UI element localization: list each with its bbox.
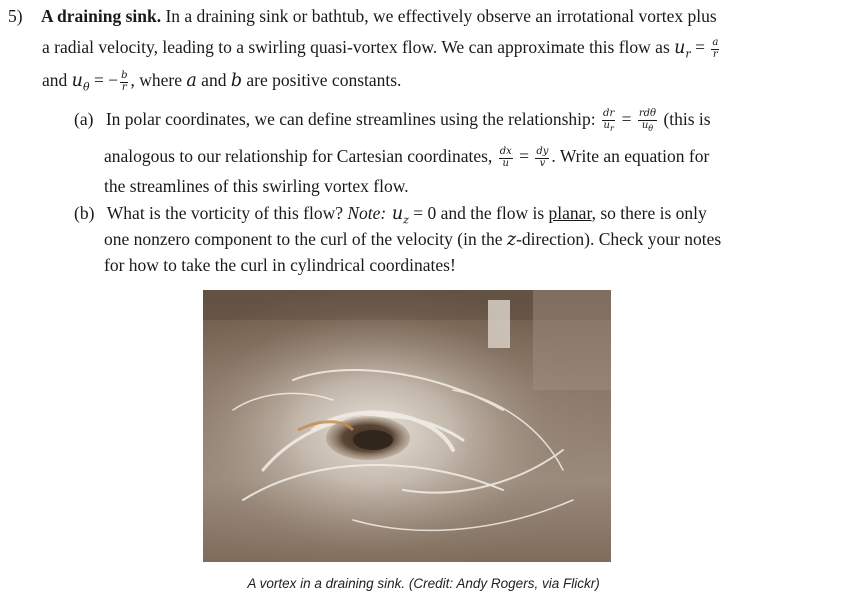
planar-underlined: planar [548,203,592,223]
part-a-line-2: analogous to our relationship for Cartesian coordinates, $\frac{dx}{u}$ = $\frac{dy}{v}$ . Write an equation for [104,146,710,169]
fraction-a-over-r: $\frac{a}{r}$ [712,37,719,60]
fraction-dr-over-ur: $\frac{dr}{u_r}$ [603,108,615,133]
intro-line-2: a radial velocity, leading to a swirling quasi-vortex flow. We can approximate this flow as $u_r$ = $\frac{a}{r}$ [42,37,719,61]
figure-caption: A vortex in a draining sink. (Credit: Andy Rogers, via Flickr) [247,576,600,591]
intro-line-1: In a draining sink or bathtub, we effectively observe an irrotational vortex plus [161,6,717,26]
part-a-label: (a) [74,108,94,129]
part-a-line-1: (a) In polar coordinates, we can define streamlines using the relationship: $\frac{dr}{u_r}$ = $\frac{\text{rdθ}}{u_\theta}$ (this is [74,108,711,133]
part-b-line-2: one nonzero component to the curl of the velocity (in the z-direction). Check your notes [104,229,722,250]
part-a-line-3: the streamlines of this swirling vortex flow. [104,176,409,196]
part-b-line-3: for how to take the curl in cylindrical coordinates! [104,255,456,275]
vortex-photo [203,290,611,562]
problem-number: 5) [8,6,23,26]
part-b-label: (b) [74,203,95,223]
problem-header [8,8,717,26]
problem-title: A draining sink. [40,6,162,26]
part-b-line-1: (b) What is the vorticity of this flow? Note: $u_z = 0$ and the flow is planar, so there is only [74,203,707,227]
intro-line-3: and $u_\theta$ = − $\frac{b}{r}$ , where a and b are positive constants. [42,70,402,94]
fraction-dx-over-u: $\frac{dx}{u}$ [499,146,512,169]
fraction-b-over-r: $\frac{b}{r}$ [121,70,128,93]
fraction-rdtheta-over-utheta: $\frac{\text{rdθ}}{u_\theta}$ [638,108,657,133]
fraction-dy-over-v: $\frac{dy}{v}$ [536,146,549,169]
